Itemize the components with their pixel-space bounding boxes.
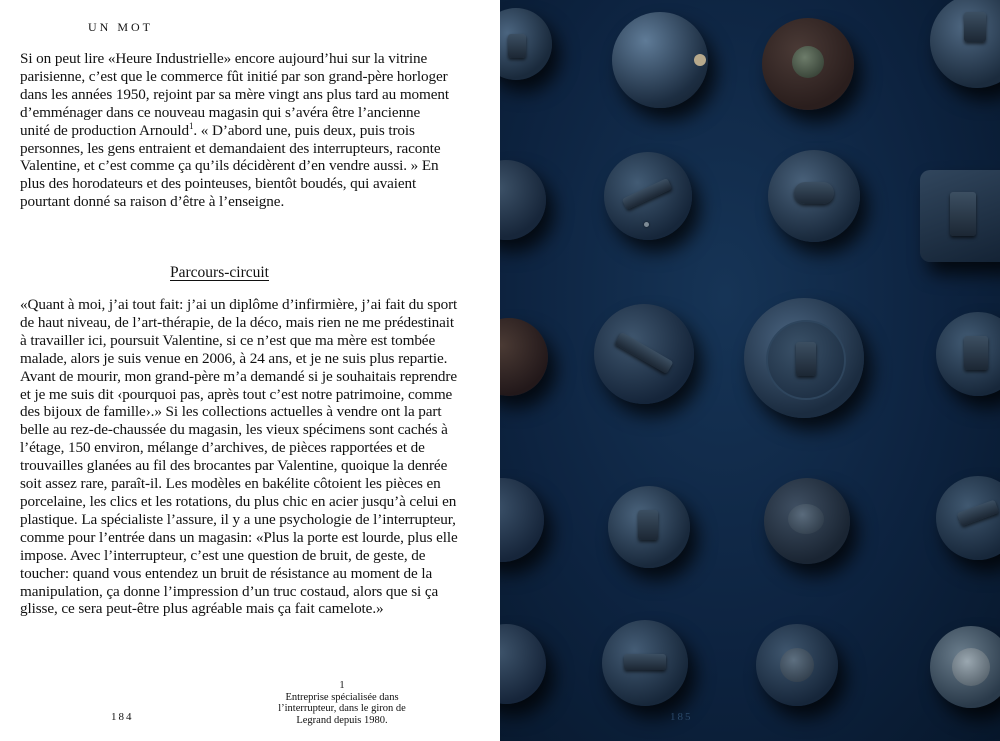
screw (644, 222, 649, 227)
toggle-lever (796, 342, 816, 376)
switch-large-ring (744, 298, 864, 418)
switch-brown-partial (500, 318, 548, 396)
dome-tip (694, 54, 706, 66)
rotary-bar (624, 654, 666, 670)
switch-right-edge (936, 476, 1000, 560)
switch-center-plate (788, 504, 824, 534)
rotary-bar (794, 182, 834, 204)
switch-inner-ring (766, 320, 846, 400)
switch-brown-round (762, 18, 854, 110)
running-head: UN MOT (88, 20, 153, 34)
switch-square-plate (920, 170, 1000, 262)
switch-bottom-right (930, 626, 1000, 708)
switch-bottom-rotary (602, 620, 688, 706)
footnote (262, 680, 422, 726)
switch-center-plate (792, 46, 824, 78)
switch-porcelain-round (768, 150, 860, 242)
switch-knurled (764, 478, 850, 564)
switch-round-toggle (500, 8, 552, 80)
toggle-lever (638, 510, 658, 540)
switch-round-large (930, 0, 1000, 88)
switch-partial-left (500, 160, 546, 240)
switch-rotary-eared (594, 304, 694, 404)
rotary-bar (615, 332, 674, 374)
switch-bottom-left (500, 624, 546, 704)
toggle-lever (964, 336, 988, 370)
switch-rotary (604, 152, 692, 240)
paragraph-1-text-a: Si on peut lire «Heure Industrielle» encore aujourd’hui sur la vitrine parisienne, c’est que le commerce fût initié par son grand-père horloger dans les années 1950, rejoint par sa mère vingt ans plus tard au moment d’emménager dans ce nouveau magasin qui s’avéra être l’ancienne unité de production Arnould (20, 50, 450, 139)
toggle-lever (508, 34, 526, 58)
page-number-left: 184 (111, 711, 134, 723)
paragraph-1-text-b: . « D’abord une, puis deux, puis trois personnes, les gens entraient et demandaient des interrupteurs, raconte Valentine, et c’est comme ça qu’ils décidèrent d’en vendre aussi. » En plus des horodateurs et des pointeuses, bientôt boudés, qui avaient pourtant donné sa raison d’être à l’enseigne. (20, 121, 441, 211)
switch-center-plate (780, 648, 814, 682)
switch-center-plate (952, 648, 990, 686)
footnote-text: Entreprise spécialisée dans l’interrupteur, dans le giron de Legrand depuis 1980. (278, 691, 406, 726)
rotary-bar (622, 178, 672, 210)
footnote-reference[interactable]: 1 (188, 120, 194, 131)
switch-small-round (608, 486, 690, 568)
toggle-lever (950, 192, 976, 236)
switch-bottom-center (756, 624, 838, 706)
switch-dome (612, 12, 708, 108)
switch-right-partial (936, 312, 1000, 396)
paragraph-1 (20, 50, 450, 211)
page-number-right: 185 (670, 711, 693, 723)
toggle-lever (964, 12, 986, 42)
footnote-number: 1 (339, 680, 345, 691)
paragraph-2: «Quant à moi, j’ai tout fait: j’ai un diplôme d’infirmière, j’ai fait du sport de haut niveau, de l’art-thérapie, de la déco, mais rien ne me prédestinait à travailler ici, poursuit Valentine, si ce n’est que ma mère est tombée malade, alors je suis venue en 2006, à 24 ans, et je ne suis plus repartie. Avant de mourir, mon grand-père m’a demandé si je souhaitais reprendre et je me suis dit ‹pourquoi pas, après tout c’est notre patrimoine, comme des bijoux de famille›.» Si les collections actuelles à vendre ont la part belle au rez-de-chaussée du magasin, les vieux spécimens sont cachés à l’étage, 150 environ, mélange d’archives, de pièces rapportées et de trouvailles glanées au fil des brocantes par Valentine, quoique la denrée soit assez rare, paraît-il. Les modèles en bakélite côtoient les pièces en porcelaine, les clics et les rotations, du plus chic en acier jusqu’à celui en plastique. La spécialiste l’assure, il y a une psychologie de l’interrupteur, comme pour l’entrée dans un magasin: «Plus la porte est lourde, plus elle impose. Avec l’interrupteur, c’est une question de bruit, de geste, de toucher: quand vous entendez un bruit de résistance au moment de la manipulation, ça donne l’impression d’un truc costaud, alors que si ça glisse, ce sera peut-être plus agréable mais ça fait camelote.» (20, 296, 458, 618)
switch-edge-left (500, 478, 544, 562)
right-page-photo (500, 0, 1000, 741)
section-heading: Parcours-circuit (170, 264, 269, 281)
rotary-bar (957, 500, 999, 527)
